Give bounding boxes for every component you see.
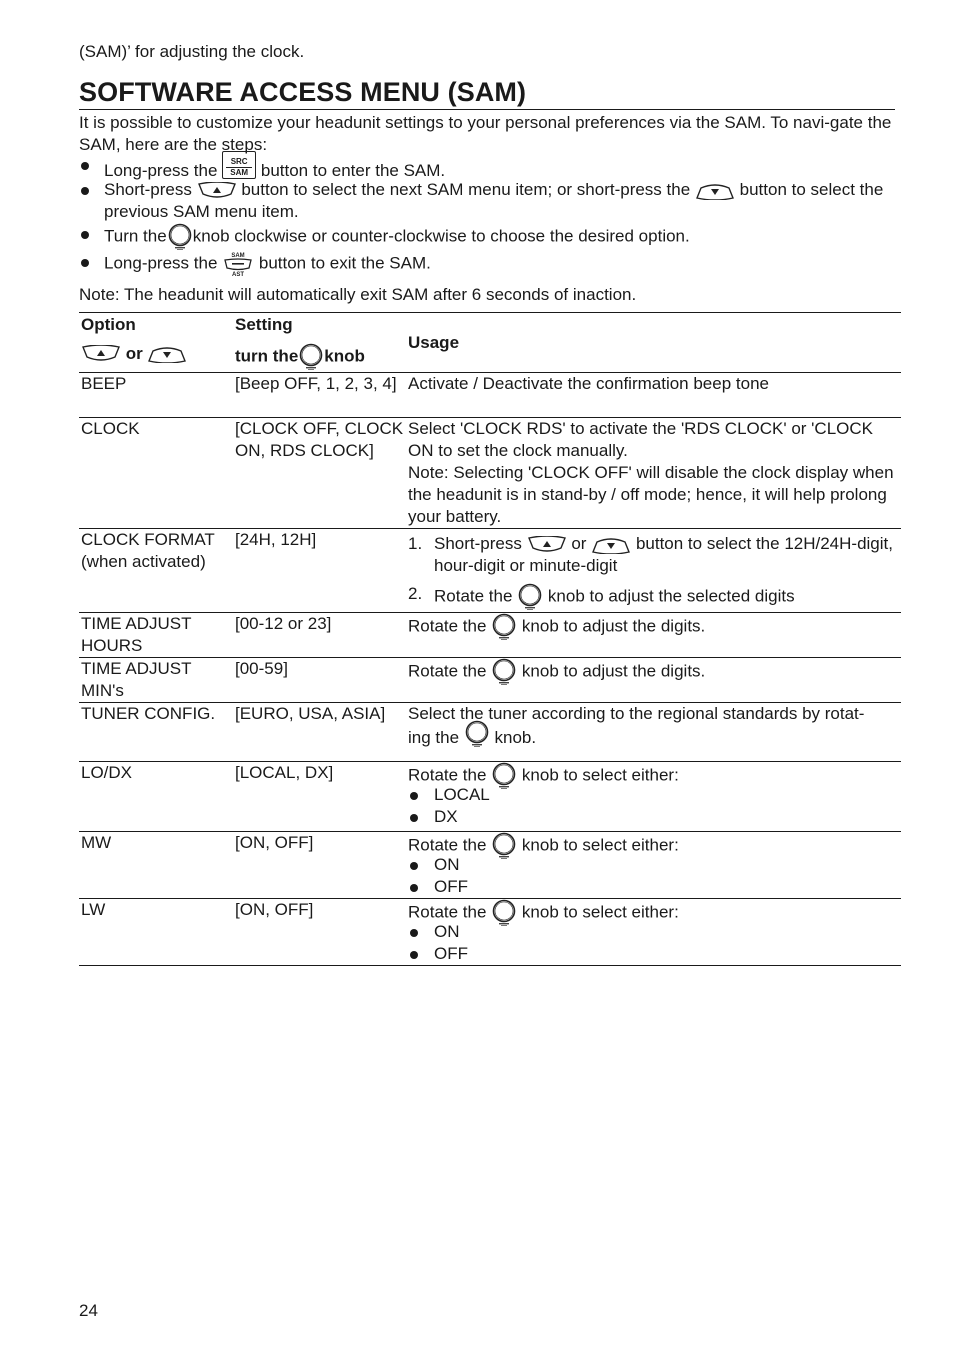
- sam-ast-button-icon: [222, 251, 254, 277]
- table-row: [79, 658, 901, 703]
- usage-cell: [406, 529, 901, 613]
- usage-text: Rotate the: [408, 661, 487, 681]
- option-cell: TIME ADJUST MIN's: [79, 658, 233, 703]
- usage-step: [408, 577, 899, 611]
- up-arrow-button-icon: [197, 182, 237, 200]
- option-cell: BEEP: [79, 373, 233, 418]
- step-text: knob clockwise or counter-clockwise to choose the desired option.: [192, 226, 690, 246]
- usage-text: or: [571, 534, 587, 553]
- usage-text: Rotate the: [408, 765, 487, 785]
- usage-text: Short-press: [434, 534, 522, 553]
- step-text: Long-press the: [104, 253, 218, 273]
- usage-line: [408, 899, 899, 921]
- header-usage: Usage: [406, 313, 901, 373]
- option-cell: CLOCK: [79, 418, 233, 529]
- usage-line: [408, 727, 899, 749]
- page-number: 24: [79, 1301, 98, 1320]
- step-text: button to select the previous SAM menu item.: [104, 180, 884, 221]
- down-arrow-button-icon: [695, 182, 735, 200]
- setting-cell: [CLOCK OFF, CLOCK ON, RDS CLOCK]: [233, 418, 406, 529]
- step-text: button to exit the SAM.: [258, 253, 431, 273]
- note: Note: The headunit will automatically exit SAM after 6 seconds of inaction.: [79, 285, 637, 304]
- setting-cell: [ON, OFF]: [233, 899, 406, 966]
- usage-cell: Activate / Deactivate the confirmation beep tone: [406, 373, 901, 418]
- header-setting: Setting: [233, 313, 406, 337]
- option-cell: TIME ADJUST HOURS: [79, 613, 233, 658]
- volume-knob-icon: [464, 720, 490, 748]
- header-turn-the: turn the: [235, 345, 299, 365]
- choice-item: OFF: [408, 876, 899, 898]
- intro-line: (SAM)’ for adjusting the clock.: [79, 42, 305, 61]
- choice-list: [408, 854, 899, 898]
- table-row: [79, 762, 901, 832]
- step-text: button to select the next SAM menu item; or short-press the: [241, 180, 691, 199]
- usage-text: knob to adjust the selected digits: [547, 586, 795, 606]
- sam-table: [79, 312, 901, 966]
- choice-item: ON: [408, 921, 899, 943]
- table-row: [79, 529, 901, 613]
- usage-cell: [406, 703, 901, 762]
- ast-bottom-label: AST: [232, 272, 245, 277]
- choice-item: OFF: [408, 943, 899, 965]
- src-label: SRC: [230, 156, 248, 166]
- table-row: [79, 613, 901, 658]
- up-arrow-button-icon: [527, 536, 567, 554]
- usage-text: Rotate the: [434, 586, 513, 606]
- usage-cell: [406, 899, 901, 966]
- usage-steps: [408, 529, 899, 611]
- usage-cell: [406, 832, 901, 899]
- usage-cell: [406, 762, 901, 832]
- usage-text: Rotate the: [408, 616, 487, 636]
- usage-text: knob to adjust the digits.: [521, 661, 706, 681]
- step-turn-knob: [79, 223, 895, 251]
- option-cell: CLOCK FORMAT (when activated): [79, 529, 233, 613]
- step-text: Long-press the: [104, 161, 218, 180]
- setting-cell: [Beep OFF, 1, 2, 3, 4]: [233, 373, 406, 418]
- setting-cell: [00-12 or 23]: [233, 613, 406, 658]
- usage-cell: [406, 418, 901, 529]
- usage-text: Rotate the: [408, 835, 487, 855]
- usage-note: Note: Selecting 'CLOCK OFF' will disable the clock display when the headunit is in stand-by / off mode; hence, it will help prolong your battery.: [408, 463, 894, 526]
- option-cell: TUNER CONFIG.: [79, 703, 233, 762]
- usage-text: knob to select either:: [521, 835, 679, 855]
- table-row: [79, 418, 901, 529]
- step-text: button to enter the SAM.: [260, 161, 446, 180]
- step-enter-sam: [79, 154, 895, 178]
- choice-item: ON: [408, 854, 899, 876]
- src-sam-button-icon: [222, 151, 256, 179]
- volume-knob-icon: [167, 223, 193, 251]
- header-option: Option: [79, 313, 233, 337]
- ast-top-label: SAM: [231, 253, 245, 259]
- step-number: 2.: [408, 584, 423, 603]
- setting-cell: [ON, OFF]: [233, 832, 406, 899]
- usage-text: ing the: [408, 728, 460, 747]
- option-cell: LO/DX: [79, 762, 233, 832]
- volume-knob-icon: [491, 658, 517, 686]
- volume-knob-icon: [491, 613, 517, 641]
- header-or: or: [125, 343, 143, 363]
- table-row: [79, 899, 901, 966]
- option-cell: MW: [79, 832, 233, 899]
- steps-list: [79, 154, 895, 279]
- page-title: SOFTWARE ACCESS MENU (SAM): [79, 76, 895, 110]
- table-row: [79, 832, 901, 899]
- header-setting-knob: [233, 337, 406, 373]
- usage-text: Select 'CLOCK RDS' to activate the 'RDS CLOCK' or 'CLOCK ON to set the clock manually.: [408, 419, 873, 460]
- usage-step: [408, 529, 899, 577]
- step-text: Turn the: [104, 226, 167, 246]
- down-arrow-button-icon: [147, 345, 187, 363]
- usage-cell: [406, 613, 901, 658]
- usage-text: knob to select either:: [521, 902, 679, 922]
- step-navigate: [79, 179, 895, 221]
- usage-text: knob to select either:: [521, 765, 679, 785]
- choice-list: [408, 921, 899, 965]
- volume-knob-icon: [298, 343, 324, 371]
- usage-cell: [406, 658, 901, 703]
- usage-text: Rotate the: [408, 902, 487, 922]
- choice-item: LOCAL: [408, 784, 899, 806]
- header-option-icons: [79, 337, 233, 373]
- choice-list: [408, 784, 899, 828]
- option-cell: LW: [79, 899, 233, 966]
- up-arrow-button-icon: [81, 345, 121, 363]
- choice-item: DX: [408, 806, 899, 828]
- setting-cell: [LOCAL, DX]: [233, 762, 406, 832]
- setting-cell: [00-59]: [233, 658, 406, 703]
- volume-knob-icon: [517, 583, 543, 611]
- usage-line: [408, 832, 899, 854]
- usage-text: button to select the 12H/24H-digit, hour-digit or minute-digit: [434, 534, 893, 575]
- setting-cell: [24H, 12H]: [233, 529, 406, 613]
- step-text: Short-press: [104, 180, 192, 199]
- usage-text: knob to adjust the digits.: [521, 616, 706, 636]
- sam-label: SAM: [226, 167, 252, 177]
- down-arrow-button-icon: [591, 536, 631, 554]
- header-knob: knob: [324, 345, 365, 365]
- setting-cell: [EURO, USA, ASIA]: [233, 703, 406, 762]
- table-row: [79, 373, 901, 418]
- usage-line: [408, 762, 899, 784]
- step-exit-sam: [79, 251, 895, 279]
- description: It is possible to customize your headunit settings to your personal preferences via the SAM. To navi-gate the SAM, here are the steps:: [79, 113, 892, 154]
- usage-text: knob.: [494, 728, 537, 747]
- usage-text: Select the tuner according to the regional standards by rotat-: [408, 704, 865, 723]
- step-number: 1.: [408, 534, 423, 553]
- table-row: [79, 703, 901, 762]
